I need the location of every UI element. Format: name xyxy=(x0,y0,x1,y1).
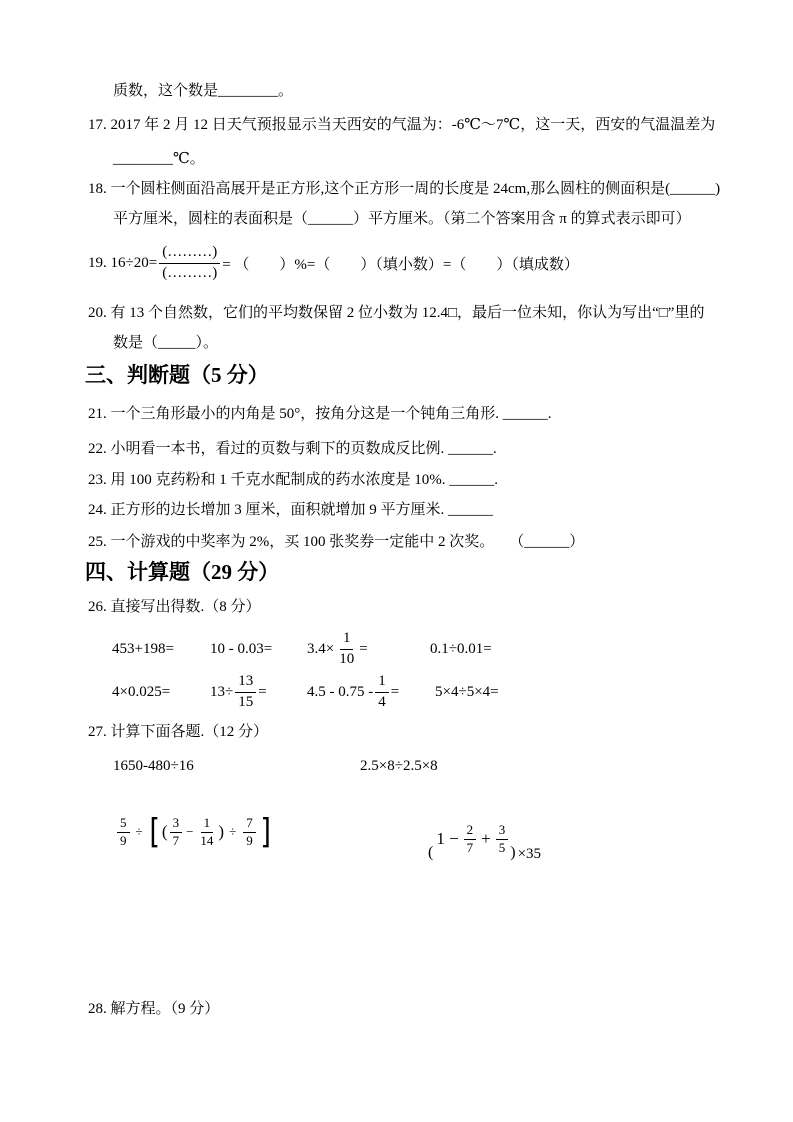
q26-r1c3-fraction xyxy=(336,630,357,668)
q26-r2c2-fraction xyxy=(235,673,256,711)
q26-r2c3-post: = xyxy=(390,683,400,700)
question-21: 21. 一个三角形最小的内角是 50°，按角分这是一个钝角三角形. ______. xyxy=(88,406,552,422)
expr4-frac2-denominator: 5 xyxy=(498,839,506,855)
question-23: 23. 用 100 克药粉和 1 千克水配制成的药水浓度是 10%. ______. xyxy=(88,472,498,488)
q26-r2c3-pre: 4.5 - 0.75 - xyxy=(307,683,374,700)
q26-r1c4-text: 0.1÷0.01= xyxy=(430,640,492,657)
question-19-fraction-denominator: (………) xyxy=(162,264,218,281)
section-judge-heading: 三、判断题（5 分） xyxy=(85,363,269,387)
q26-r1c1-text: 453+198= xyxy=(112,640,174,657)
question-22: 22. 小明看一本书，看过的页数与剩下的页数成反比例. ______. xyxy=(88,441,497,457)
q26-r1c1 xyxy=(112,627,174,671)
q26-r2c3-denominator: 4 xyxy=(378,693,386,710)
question-27-expr4 xyxy=(428,814,541,864)
question-27-expr2: 2.5×8÷2.5×8 xyxy=(360,758,438,774)
question-19 xyxy=(88,238,579,288)
q26-r1c2 xyxy=(210,627,272,671)
q26-r2c3 xyxy=(307,670,399,714)
expr3-frac2-denominator: 7 xyxy=(172,832,180,848)
question-27-title: 27. 计算下面各题.（12 分） xyxy=(88,724,269,740)
expr3-frac4-denominator: 9 xyxy=(246,832,253,848)
question-19-fraction-numerator: (………) xyxy=(159,244,220,263)
expr4-plus-operator: + xyxy=(481,829,491,848)
q26-r2c4 xyxy=(435,670,499,714)
question-24: 24. 正方形的边长增加 3 厘米，面积就增加 9 平方厘米. ______ xyxy=(88,502,494,518)
question-19-prefix: 19. 16÷20= xyxy=(88,254,158,271)
question-18-line1: 18. 一个圆柱侧面沿高展开是正方形,这个正方形一周的长度是 24cm,那么圆柱的侧面积是(______) xyxy=(88,181,721,197)
q26-r2c4-text: 5×4÷5×4= xyxy=(435,683,499,700)
expr3-frac2-numerator: 3 xyxy=(170,816,183,833)
expr3-frac3-denominator: 14 xyxy=(200,832,214,848)
q26-r2c3-fraction xyxy=(375,673,389,711)
expr4-left-paren: ( xyxy=(428,844,434,861)
q26-r2c3-numerator: 1 xyxy=(375,673,389,692)
expr3-frac2 xyxy=(170,816,183,849)
expr3-left-paren: ( xyxy=(161,822,168,841)
question-27-expr3 xyxy=(115,806,273,858)
q26-r1c3-pre: 3.4× xyxy=(307,640,335,657)
question-28-title: 28. 解方程。（9 分） xyxy=(88,1001,220,1017)
expr3-minus-operator: − xyxy=(186,824,194,839)
q26-r2c2-numerator: 13 xyxy=(235,673,256,692)
expr4-leading-term: 1 − xyxy=(436,829,459,848)
question-20-line2: 数是（_____）。 xyxy=(113,335,219,351)
q26-r1c4 xyxy=(430,627,492,671)
expr3-right-bracket: ] xyxy=(260,812,271,852)
expr3-divide2-operator: ÷ xyxy=(229,824,237,839)
question-17-line2: ________℃。 xyxy=(113,151,205,167)
q26-r2c2-denominator: 15 xyxy=(238,693,254,710)
question-16-continuation: 质数，这个数是________。 xyxy=(113,83,294,99)
expr3-right-paren: ) xyxy=(218,822,225,841)
expr3-left-bracket: [ xyxy=(148,812,160,852)
expr4-multiplier: ×35 xyxy=(517,846,542,862)
question-25: 25. 一个游戏的中奖率为 2%，买 100 张奖券一定能中 2 次奖。 （______） xyxy=(88,534,585,550)
q26-r1c3-denominator: 10 xyxy=(339,650,355,667)
expr4-frac1-denominator: 7 xyxy=(466,839,474,855)
question-20-line1: 20. 有 13 个自然数，它们的平均数保留 2 位小数为 12.4□，最后一位未知，你认为写出“□”里的 xyxy=(88,305,705,321)
expr3-frac3 xyxy=(197,816,216,849)
expr3-frac4 xyxy=(243,816,256,849)
expr3-frac1 xyxy=(117,816,130,849)
question-26-title: 26. 直接写出得数.（8 分） xyxy=(88,599,261,615)
expr4-frac2-numerator: 3 xyxy=(496,823,509,840)
expr4-right-paren: ) xyxy=(510,844,516,861)
section-calc-heading: 四、计算题（29 分） xyxy=(85,560,280,584)
question-17-line1: 17. 2017 年 2 月 12 日天气预报显示当天西安的气温为：-6℃～7℃，这一天，西安的气温温差为 xyxy=(88,117,716,133)
q26-r2c2-pre: 13÷ xyxy=(210,683,234,700)
expr3-frac1-numerator: 5 xyxy=(117,816,130,833)
question-27-expr1: 1650-480÷16 xyxy=(113,758,194,774)
expr3-divide-operator: ÷ xyxy=(135,824,143,839)
question-19-fraction xyxy=(159,244,220,282)
expr3-frac1-denominator: 9 xyxy=(120,832,127,848)
q26-r2c1 xyxy=(112,670,170,714)
expr4-frac1-numerator: 2 xyxy=(464,823,477,840)
q26-r2c1-text: 4×0.025= xyxy=(112,683,171,700)
expr3-frac4-numerator: 7 xyxy=(243,816,256,833)
q26-r1c3-numerator: 1 xyxy=(340,630,354,649)
q26-r2c2-post: = xyxy=(258,683,267,700)
q26-r1c3-post: = xyxy=(359,640,368,657)
q26-r1c3 xyxy=(307,627,368,671)
expr3-frac3-numerator: 1 xyxy=(201,816,214,833)
q26-r2c2 xyxy=(210,670,267,714)
expr4-frac2 xyxy=(496,823,509,856)
q26-r1c2-text: 10 - 0.03= xyxy=(210,640,273,657)
question-19-suffix: = （ ）%=（ ）（填小数）=（ ）（填成数） xyxy=(222,256,579,273)
question-18-line2: 平方厘米，圆柱的表面积是（______）平方厘米。（第二个答案用含 π 的算式表示即可） xyxy=(113,211,691,227)
expr4-frac1 xyxy=(464,823,477,856)
